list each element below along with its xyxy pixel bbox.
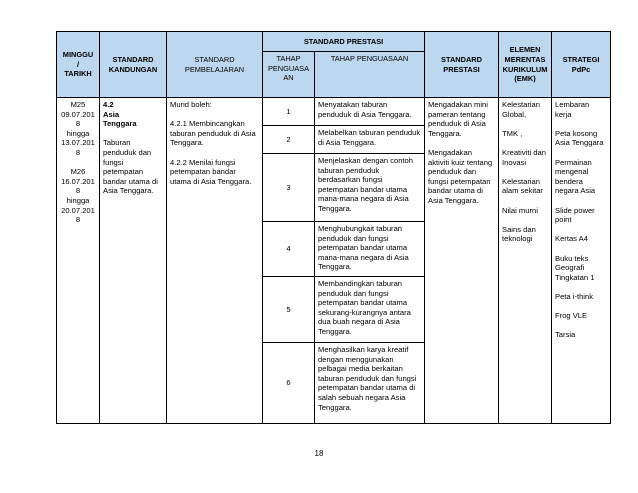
header-standard-kandungan: STANDARD KANDUNGAN bbox=[100, 32, 167, 98]
header-elemen: ELEMEN MERENTAS KURIKULUM (EMK) bbox=[499, 32, 552, 98]
tahap-desc: Menghubungkait taburan penduduk dan fungsi petempatan bandar utama mana-mana negara di Asia Tenggara. bbox=[315, 222, 425, 277]
header-standard-pembelajaran: STANDARD PEMBELAJARAN bbox=[167, 32, 263, 98]
emk-cell: Kelestarian Global, TMK , Kreativiti dan Inovasi Kelestarian alam sekitar Nilai murni Sains dan teknologi bbox=[499, 98, 552, 424]
tahap-level: 5 bbox=[263, 277, 315, 343]
kandungan-cell: 4.2 Asia Tenggara Taburan penduduk dan fungsi petempatan bandar utama di Asia Tenggara. bbox=[100, 98, 167, 424]
page-number: 18 bbox=[314, 449, 324, 458]
tahap-level: 4 bbox=[263, 222, 315, 277]
tahap-desc: Menghasilkan karya kreatif dengan menggunakan pelbagai media berkaitan taburan penduduk dan fungsi petempatan bandar utama di salah sebuah negara Asia Tenggara. bbox=[315, 343, 425, 424]
strategi-cell: Lembaran kerja Peta kosong Asia Tenggara Permainan mengenal bendera negara Asia Slide power point Kertas A4 Buku teks Geografi Tingkatan 1 Peta i-think Frog VLE Tarsia bbox=[552, 98, 611, 424]
header-minggu: MINGGU / TARIKH bbox=[57, 32, 100, 98]
header-standard-prestasi: STANDARD PRESTASI bbox=[263, 32, 425, 52]
tahap-level: 3 bbox=[263, 154, 315, 222]
lesson-plan-table bbox=[56, 31, 611, 424]
header-standard-prestasi-2: STANDARD PRESTASI bbox=[425, 32, 499, 98]
tahap-level: 2 bbox=[263, 126, 315, 154]
tahap-desc: Menjelaskan dengan contoh taburan penduduk berdasarkan fungsi petempatan bandar utama mana-mana negara di Asia Tenggara. bbox=[315, 154, 425, 222]
tahap-level: 1 bbox=[263, 98, 315, 126]
header-strategi: STRATEGI PdPc bbox=[552, 32, 611, 98]
header-tahap-penguasaan: TAHAP PENGUASAAN bbox=[263, 52, 315, 98]
tahap-desc: Membandingkan taburan penduduk dan fungsi petempatan bandar utama sekurang-kurangnya antara dua buah negara di Asia Tenggara. bbox=[315, 277, 425, 343]
standard-prestasi-cell: Mengadakan mini pameran tentang penduduk di Asia Tenggara. Mengadakan aktiviti kuiz tentang penduduk dan fungsi petempatan bandar utama di Asia Tenggara. bbox=[425, 98, 499, 424]
tahap-desc: Menyatakan taburan penduduk di Asia Tenggara. bbox=[315, 98, 425, 126]
tahap-desc: Melabelkan taburan penduduk di Asia Tenggara. bbox=[315, 126, 425, 154]
header-tahap-penguasaan-desc: TAHAP PENGUASAAN bbox=[315, 52, 425, 98]
pembelajaran-cell: Murid boleh: 4.2.1 Membincangkan taburan penduduk di Asia Tenggara. 4.2.2 Menilai fungsi petempatan bandar utama di Asia Tenggara. bbox=[167, 98, 263, 424]
tahap-level: 6 bbox=[263, 343, 315, 424]
minggu-cell: M25 09.07.2018 hingga 13.07.2018 M26 16.07.2018 hingga 20.07.2018 bbox=[57, 98, 100, 424]
